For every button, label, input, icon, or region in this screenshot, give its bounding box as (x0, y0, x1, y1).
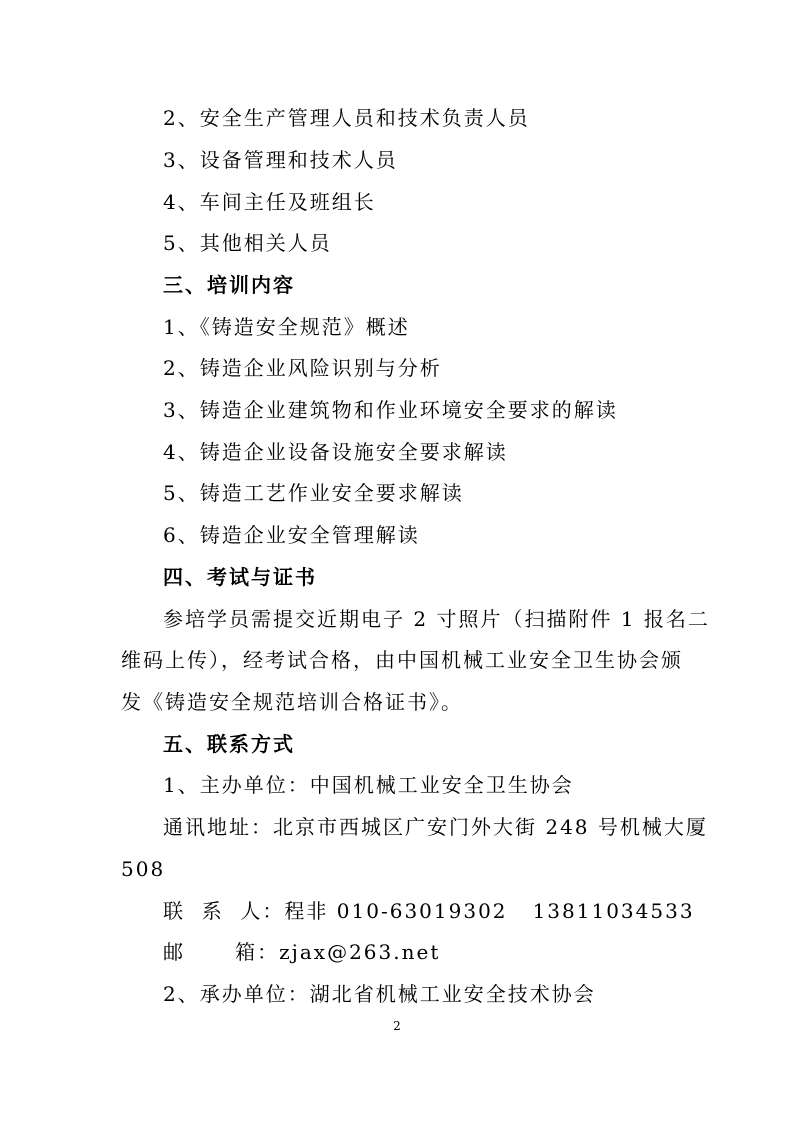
paragraph-line: 维码上传），经考试合格，由中国机械工业安全卫生协会颁 (121, 648, 683, 672)
section-heading: 四、考试与证书 (163, 565, 317, 589)
paragraph-line: 发《铸造安全规范培训合格证书》。 (121, 690, 463, 714)
section-heading: 三、培训内容 (163, 273, 295, 297)
list-item: 2、安全生产管理人员和技术负责人员 (163, 106, 530, 130)
section-heading: 五、联系方式 (163, 732, 295, 756)
page-number: 2 (393, 1019, 401, 1033)
list-item: 5、其他相关人员 (163, 231, 332, 255)
email-line: 邮 箱：zjax@263.net (163, 940, 441, 964)
list-item: 1、《铸造安全规范》概述 (163, 315, 410, 339)
list-item: 5、铸造工艺作业安全要求解读 (163, 481, 464, 505)
list-item: 2、铸造企业风险识别与分析 (163, 356, 442, 380)
list-item: 3、铸造企业建筑物和作业环境安全要求的解读 (163, 398, 618, 422)
list-item: 3、设备管理和技术人员 (163, 148, 398, 172)
paragraph-line: 参培学员需提交近期电子 2 寸照片（扫描附件 1 报名二 (163, 607, 710, 631)
list-item: 6、铸造企业安全管理解读 (163, 523, 420, 547)
contact-person-line: 联 系 人：程非 010-63019302 13811034533 (163, 899, 695, 923)
co-organizer-line: 2、承办单位：湖北省机械工业安全技术协会 (163, 982, 596, 1006)
address-line: 通讯地址：北京市西城区广安门外大街 248 号机械大厦 (163, 815, 708, 839)
list-item: 4、车间主任及班组长 (163, 190, 376, 214)
organizer-line: 1、主办单位：中国机械工业安全卫生协会 (163, 773, 574, 797)
address-line: 508 (121, 857, 166, 881)
list-item: 4、铸造企业设备设施安全要求解读 (163, 440, 508, 464)
